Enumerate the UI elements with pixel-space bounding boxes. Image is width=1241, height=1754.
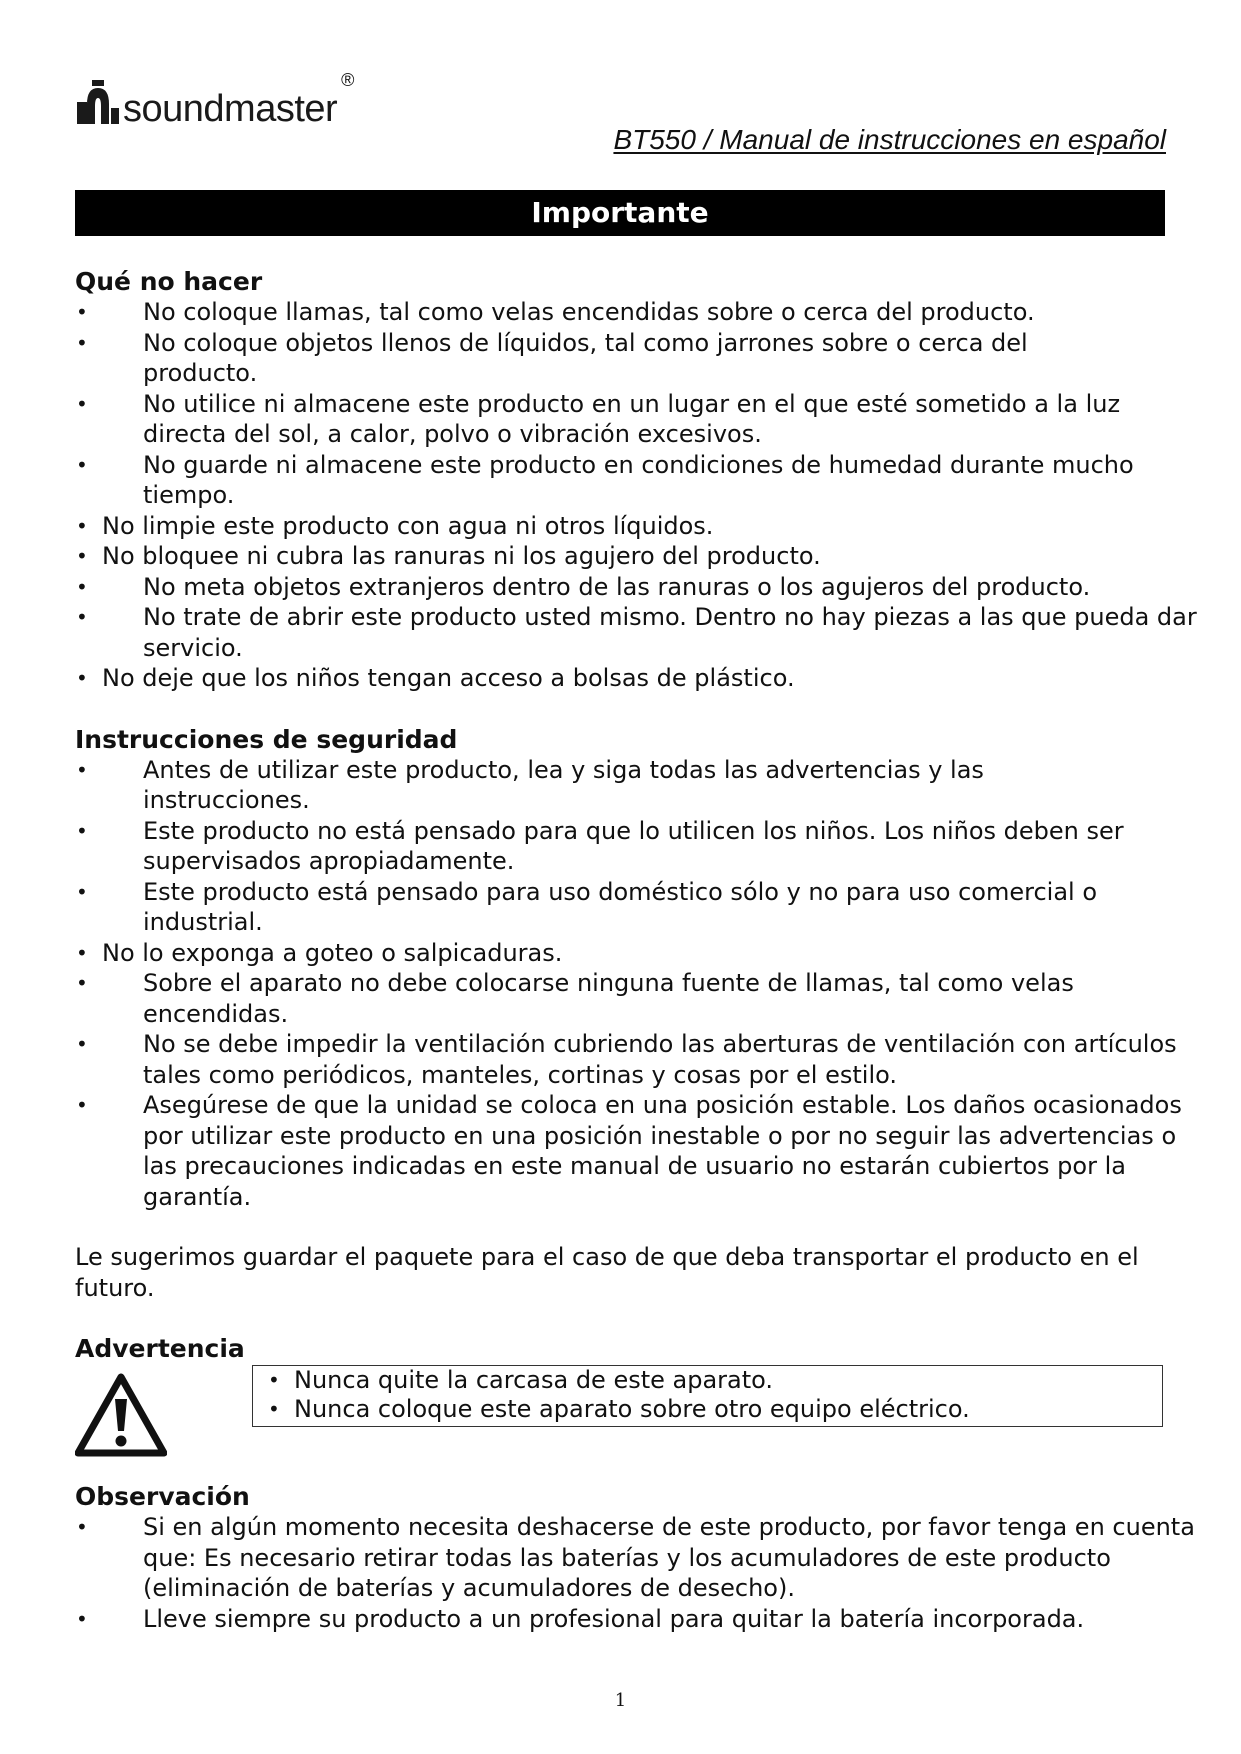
list-item: • No bloquee ni cubra las ranuras ni los agujero del producto. xyxy=(75,541,1205,572)
list-item: • Este producto está pensado para uso doméstico sólo y no para uso comercial o industrial. xyxy=(75,877,1213,938)
warning-section xyxy=(75,1333,1205,1463)
list-item: • Asegúrese de que la unidad se coloca en una posición estable. Los daños ocasionados por utilizar este producto en una posición inestable o por no seguir las advertencias o las precauciones indicadas en este manual de usuario no estarán cubiertos por la garantía. xyxy=(75,1090,1205,1212)
list-item: • Lleve siempre su producto a un profesional para quitar la batería incorporada. xyxy=(75,1604,1205,1635)
seguridad-list xyxy=(75,755,1205,1213)
list-item: • Nunca quite la carcasa de este aparato. xyxy=(267,1366,1162,1395)
list-item: • No guarde ni almacene este producto en condiciones de humedad durante mucho tiempo. xyxy=(75,450,1205,511)
list-item: • No lo exponga a goteo o salpicaduras. xyxy=(75,938,1205,969)
que-no-hacer-list xyxy=(75,297,1205,694)
soundmaster-logo-icon xyxy=(75,80,121,128)
list-item: • Sobre el aparato no debe colocarse ninguna fuente de llamas, tal como velas encendidas. xyxy=(75,968,1193,1029)
page-number: 1 xyxy=(614,1690,627,1711)
que-no-hacer-heading: Qué no hacer xyxy=(75,267,263,296)
list-item: • Nunca coloque este aparato sobre otro equipo eléctrico. xyxy=(267,1395,1162,1424)
list-item: • No se debe impedir la ventilación cubriendo las aberturas de ventilación con artículos tales como periódicos, manteles, cortinas y cosas por el estilo. xyxy=(75,1029,1193,1090)
list-item: • No deje que los niños tengan acceso a bolsas de plástico. xyxy=(75,663,1205,694)
observacion-list xyxy=(75,1512,1205,1634)
seguridad-heading: Instrucciones de seguridad xyxy=(75,724,458,754)
list-item: • No trate de abrir este producto usted mismo. Dentro no hay piezas a las que pueda dar servicio. xyxy=(75,602,1205,663)
list-item: • Antes de utilizar este producto, lea y siga todas las advertencias y las instrucciones. xyxy=(75,755,1123,816)
brand-name: soundmaster xyxy=(123,88,338,130)
page-content xyxy=(75,266,1205,1634)
list-item: • No utilice ni almacene este producto en un lugar en el que esté sometido a la luz directa del sol, a calor, polvo o vibración excesivos. xyxy=(75,389,1205,450)
package-note: Le sugerimos guardar el paquete para el caso de que deba transportar el producto en el futuro. xyxy=(75,1243,1139,1302)
warning-box xyxy=(252,1365,1163,1427)
registered-mark: ® xyxy=(341,70,355,90)
brand-logo xyxy=(75,70,355,130)
list-item: • No limpie este producto con agua ni otros líquidos. xyxy=(75,511,1205,542)
list-item: • Este producto no está pensado para que lo utilicen los niños. Los niños deben ser supervisados apropiadamente. xyxy=(75,816,1205,877)
warning-triangle-icon xyxy=(75,1373,167,1457)
document-title: BT550 / Manual de instrucciones en español xyxy=(613,124,1166,155)
list-item: • Si en algún momento necesita deshacerse de este producto, por favor tenga en cuenta que: Es necesario retirar todas las baterías y los acumuladores de este producto (eliminación de baterías y acumuladores de desecho). xyxy=(75,1512,1213,1604)
list-item: • No coloque llamas, tal como velas encendidas sobre o cerca del producto. xyxy=(75,297,1205,328)
observacion-heading: Observación xyxy=(75,1482,250,1511)
section-banner: Importante xyxy=(75,190,1165,236)
advertencia-heading: Advertencia xyxy=(75,1334,245,1363)
list-item: • No meta objetos extranjeros dentro de las ranuras o los agujeros del producto. xyxy=(75,572,1205,603)
list-item: • No coloque objetos llenos de líquidos, tal como jarrones sobre o cerca del producto. xyxy=(75,328,1143,389)
